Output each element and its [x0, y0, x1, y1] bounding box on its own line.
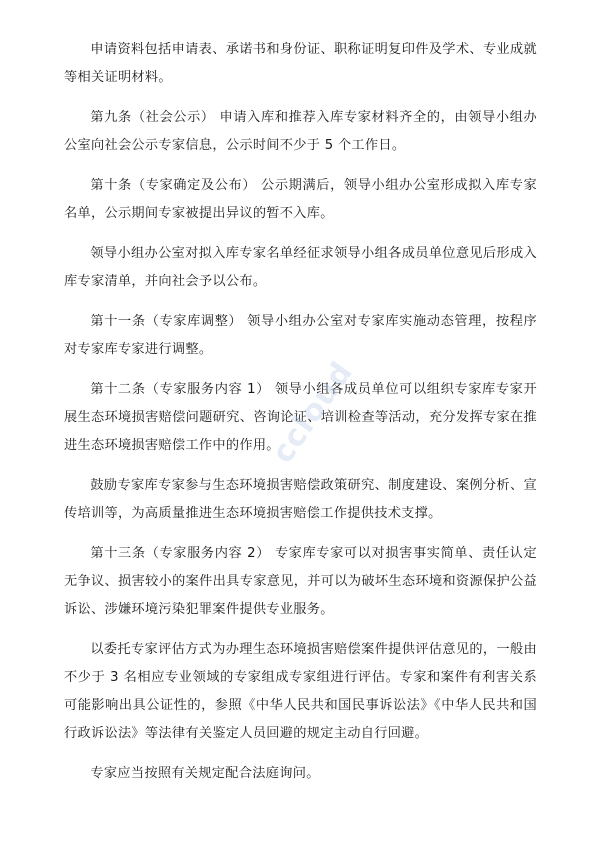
paragraph-3: 第十条（专家确定及公布） 公示期满后，领导小组办公室形成拟入库专家名单，公示期间专家被提出异议的暂不入库。 [64, 178, 537, 221]
paragraph-9: 以委托专家评估方式为办理生态环境损害赔偿案件提供评估意见的，一般由不少于 3 名相应专业领域的专家组成专家组进行评估。专家和案件有利害关系可能影响出具公证性的，参照《中华人民共和国民事诉讼法》《中华人民共和国行政诉讼法》等法律有关鉴定人员回避的规定主动自行回避。 [64, 642, 537, 741]
paragraph-4: 领导小组办公室对拟入库专家名单经征求领导小组各成员单位意见后形成入库专家清单，并向社会予以公布。 [64, 246, 537, 289]
paragraph-5: 第十一条（专家库调整） 领导小组办公室对专家库实施动态管理，按程序对专家库专家进行调整。 [64, 314, 537, 357]
paragraph-1: 申请资料包括申请表、承诺书和身份证、职称证明复印件及学术、专业成就等相关证明材料。 [64, 42, 537, 85]
paragraph-8: 第十三条（专家服务内容 2） 专家库专家可以对损害事实简单、责任认定无争议、损害较小的案件出具专家意见，并可以为破坏生态环境和资源保护公益诉讼、涉嫌环境污染犯罪案件提供专业服务。 [64, 546, 537, 617]
watermark: ccloud [265, 355, 361, 470]
paragraph-2: 第九条（社会公示） 申请入库和推荐入库专家材料齐全的，由领导小组办公室向社会公示专家信息，公示时间不少于 5 个工作日。 [64, 110, 537, 153]
paragraph-6: 第十二条（专家服务内容 1） 领导小组各成员单位可以组织专家库专家开展生态环境损害赔偿问题研究、咨询论证、培训检查等活动，充分发挥专家在推进生态环境损害赔偿工作中的作用。 [64, 382, 537, 453]
paragraph-10: 专家应当按照有关规定配合法庭询问。 [90, 766, 320, 781]
paragraph-7: 鼓励专家库专家参与生态环境损害赔偿政策研究、制度建设、案例分析、宣传培训等，为高质量推进生态环境损害赔偿工作提供技术支撑。 [64, 478, 537, 521]
